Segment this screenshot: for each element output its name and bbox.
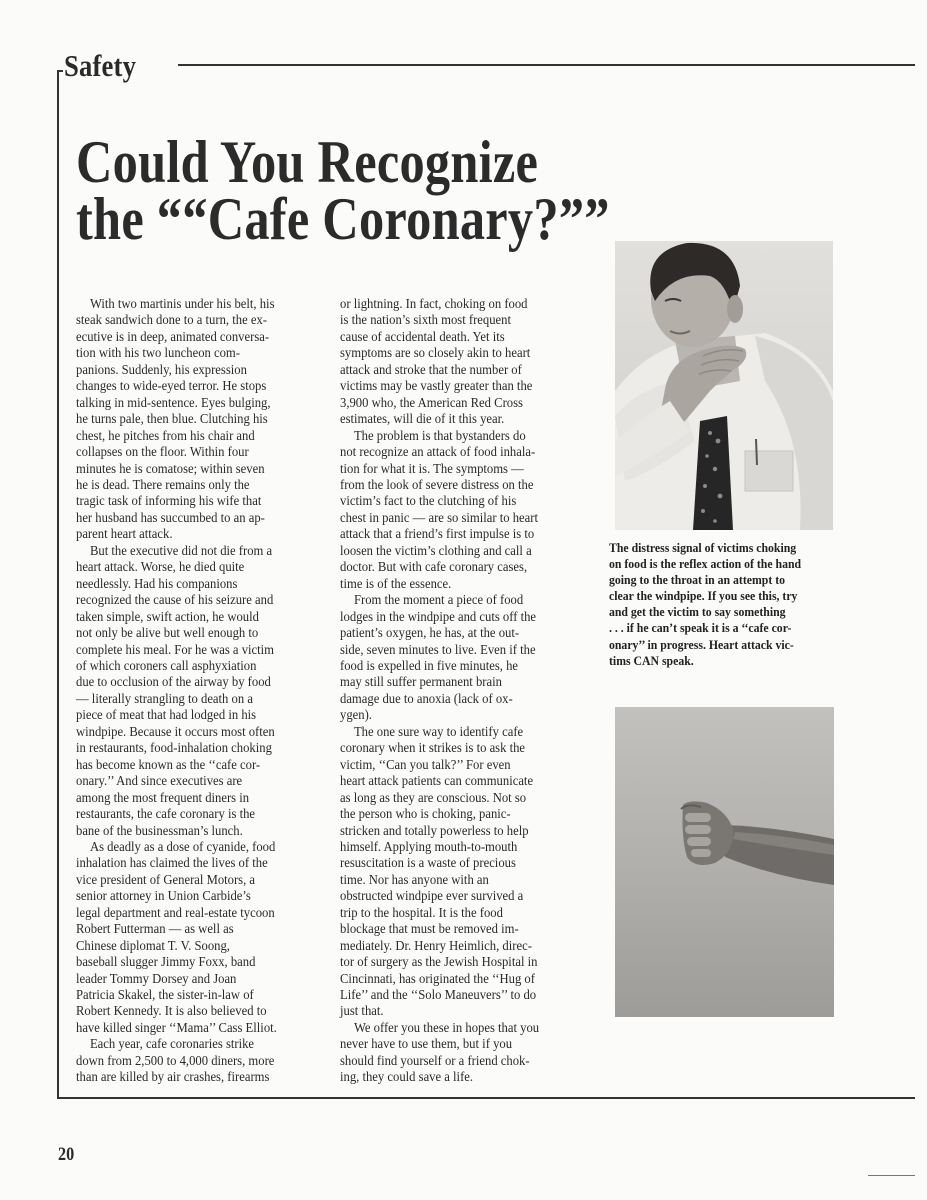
article-line: trip to the hospital. It is the food xyxy=(340,904,503,920)
article-line: heart attack patients can communicate xyxy=(340,773,534,789)
fist-arm-illustration-icon xyxy=(615,707,834,1017)
caption-line: The distress signal of victims choking xyxy=(609,541,797,555)
article-line: in restaurants, food-inhalation choking xyxy=(76,740,272,756)
article-line: attack that a friend’s first impulse is to xyxy=(340,526,535,542)
article-line: baseball slugger Jimmy Foxx, band xyxy=(76,954,256,970)
page-number: 20 xyxy=(58,1144,75,1165)
article-line: 3,900 who, the American Red Cross xyxy=(340,394,523,410)
article-line: just that. xyxy=(340,1003,384,1019)
headline-line-1: Could You Recognize xyxy=(76,129,539,195)
article-line: minutes he is comatose; within seven xyxy=(76,460,265,476)
article-line: chest, he pitches from his chair and xyxy=(76,427,255,443)
article-line: windpipe. Because it occurs most often xyxy=(76,723,275,739)
caption-line: going to the throat in an attempt to xyxy=(609,573,786,588)
article-line: damage due to anoxia (lack of ox- xyxy=(340,690,513,706)
article-line: resuscitation is a waste of precious xyxy=(340,855,516,871)
article-line: has become known as the ‘‘cafe cor- xyxy=(76,756,261,772)
article-line: not only be alive but well enough to xyxy=(76,625,259,641)
article-line: The one sure way to identify cafe xyxy=(353,723,524,739)
caption-line: clear the windpipe. If you see this, try xyxy=(609,589,798,604)
article-line: tion for what it is. The symptoms — xyxy=(340,460,524,476)
article-line: vice president of General Motors, a xyxy=(76,871,256,887)
article-line: he turns pale, then blue. Clutching his xyxy=(76,411,268,427)
article-line: needlessly. Had his companions xyxy=(76,575,238,591)
article-line: inhalation has claimed the lives of the xyxy=(76,855,268,871)
article-line: ecutive is in deep, animated conversa- xyxy=(76,328,270,344)
article-line: of which coroners call asphyxiation xyxy=(76,657,257,673)
frame-top-rule xyxy=(178,64,915,66)
article-line: bane of the businessman’s lunch. xyxy=(76,822,243,838)
article-line: victims may be vastly greater than the xyxy=(340,378,533,394)
article-line: parent heart attack. xyxy=(76,526,173,542)
photo-fist xyxy=(615,707,834,1017)
article-line: due to occlusion of the airway by food xyxy=(76,674,271,690)
caption-line: and get the victim to say something xyxy=(609,605,786,620)
article-line: Robert Kennedy. It is also believed to xyxy=(76,1003,267,1019)
article-line: may still suffer permanent brain xyxy=(340,674,502,690)
article-line: tion with his two luncheon com- xyxy=(76,345,240,361)
article-line: time is of the essence. xyxy=(340,575,452,591)
article-line: legal department and real-estate tycoon xyxy=(76,904,275,920)
article-line: side, seven minutes to live. Even if the xyxy=(340,641,536,657)
article-line: onary.’’ And since executives are xyxy=(76,773,243,789)
article-line: Each year, cafe coronaries strike xyxy=(89,1036,255,1052)
article-line: As deadly as a dose of cyanide, food xyxy=(89,838,276,854)
article-line: obstructed windpipe ever survived a xyxy=(340,888,524,904)
article-line: panions. Suddenly, his expression xyxy=(76,361,247,377)
article-line: is the nation’s sixth most frequent xyxy=(340,312,512,328)
article-line: tragic task of informing his wife that xyxy=(76,493,262,509)
article-line: The problem is that bystanders do xyxy=(353,427,526,443)
article-line: stricken and totally powerless to help xyxy=(340,822,529,838)
article-column-2 xyxy=(340,296,590,1086)
article-line: But the executive did not die from a xyxy=(89,542,273,558)
article-line: attack and stroke that the number of xyxy=(340,361,522,377)
article-line: steak sandwich done to a turn, the ex- xyxy=(76,312,267,328)
article-line: heart attack. Worse, he died quite xyxy=(76,559,245,575)
headline xyxy=(76,129,610,252)
article-line: among the most frequent diners in xyxy=(76,789,250,805)
article-line: — literally strangling to death on a xyxy=(76,690,253,706)
article-line: should find yourself or a friend chok- xyxy=(340,1052,530,1068)
article-line: doctor. But with cafe coronary cases, xyxy=(340,559,528,575)
footer-short-rule xyxy=(868,1175,915,1176)
article-line: have killed singer ‘‘Mama’’ Cass Elliot. xyxy=(76,1019,277,1035)
caption-line: tims CAN speak. xyxy=(609,653,694,668)
article-line: With two martinis under his belt, his xyxy=(89,296,275,311)
article-line: her husband has succumbed to an ap- xyxy=(76,509,265,525)
article-line: the person who is choking, panic- xyxy=(340,806,511,822)
article-line: collapses on the floor. Within four xyxy=(76,444,249,460)
frame-left-rule xyxy=(57,70,59,1099)
article-line: cause of accidental death. Yet its xyxy=(340,328,505,344)
article-line: never have to use them, but if you xyxy=(340,1036,513,1052)
choking-man-illustration-icon xyxy=(615,241,833,530)
article-line: mediately. Dr. Henry Heimlich, direc- xyxy=(340,937,532,953)
headline-line-2: the ““Cafe Coronary?”” xyxy=(76,186,610,252)
article-line: not recognize an attack of food inhala- xyxy=(340,444,536,460)
article-line: Life’’ and the ‘‘Solo Maneuvers’’ to do xyxy=(340,987,537,1003)
article-line: senior attorney in Union Carbide’s xyxy=(76,888,251,904)
article-line: or lightning. In fact, choking on food xyxy=(340,296,528,311)
article-line: time. Nor has anyone with an xyxy=(340,871,489,887)
article-line: himself. Applying mouth-to-mouth xyxy=(340,838,518,854)
article-line: chest in panic — are so similar to heart xyxy=(340,509,539,525)
article-line: We offer you these in hopes that you xyxy=(353,1019,540,1035)
article-line: From the moment a piece of food xyxy=(353,592,524,608)
article-line: from the look of severe distress on the xyxy=(340,476,534,492)
article-line: Robert Futterman — as well as xyxy=(76,921,234,937)
article-line: estimates, will die of it this year. xyxy=(340,411,505,427)
article-line: lodges in the windpipe and cuts off the xyxy=(340,608,537,624)
article-line: leader Tommy Dorsey and Joan xyxy=(76,970,237,986)
article-line: ygen). xyxy=(340,707,372,723)
article-line: restaurants, the cafe coronary is the xyxy=(76,806,256,822)
frame-bottom-rule xyxy=(57,1097,915,1099)
article-line: changes to wide-eyed terror. He stops xyxy=(76,378,267,394)
article-line: than are killed by air crashes, firearms xyxy=(76,1069,270,1085)
caption-line: . . . if he can’t speak it is a ‘‘cafe cor- xyxy=(609,621,792,636)
photo-caption xyxy=(609,540,859,669)
article-column-1 xyxy=(76,296,326,1086)
article-line: coronary when it strikes is to ask the xyxy=(340,740,526,756)
article-line: talking in mid-sentence. Eyes bulging, xyxy=(76,394,271,410)
article-line: victim’s fact to the clutching of his xyxy=(340,493,517,509)
article-line: Patricia Skakel, the sister-in-law of xyxy=(76,987,254,1003)
article-line: food is expelled in five minutes, he xyxy=(340,657,519,673)
article-line: as long as they are conscious. Not so xyxy=(340,789,527,805)
article-line: victim, ‘‘Can you talk?’’ For even xyxy=(340,756,511,772)
article-line: blockage that must be removed im- xyxy=(340,921,519,937)
section-label: Safety xyxy=(64,48,137,83)
article-line: patient’s oxygen, he has, at the out- xyxy=(340,625,520,641)
caption-line: onary’’ in progress. Heart attack vic- xyxy=(609,637,794,652)
caption-line: on food is the reflex action of the hand xyxy=(609,557,802,572)
article-line: symptoms are so closely akin to heart xyxy=(340,345,531,361)
article-line: down from 2,500 to 4,000 diners, more xyxy=(76,1052,275,1068)
article-line: Chinese diplomat T. V. Soong, xyxy=(76,937,230,953)
photo-man-choking xyxy=(615,241,833,530)
article-line: tor of surgery as the Jewish Hospital in xyxy=(340,954,538,970)
article-line: Cincinnati, has originated the ‘‘Hug of xyxy=(340,970,535,986)
article-line: piece of meat that had lodged in his xyxy=(76,707,257,723)
article-line: complete his meal. For he was a victim xyxy=(76,641,275,657)
article-line: loosen the victim’s clothing and call a xyxy=(340,542,532,558)
article-line: taken simple, swift action, he would xyxy=(76,608,259,624)
article-line: he is dead. There remains only the xyxy=(76,476,250,492)
article-line: ing, they could save a life. xyxy=(340,1069,474,1085)
article-line: recognized the cause of his seizure and xyxy=(76,592,274,608)
